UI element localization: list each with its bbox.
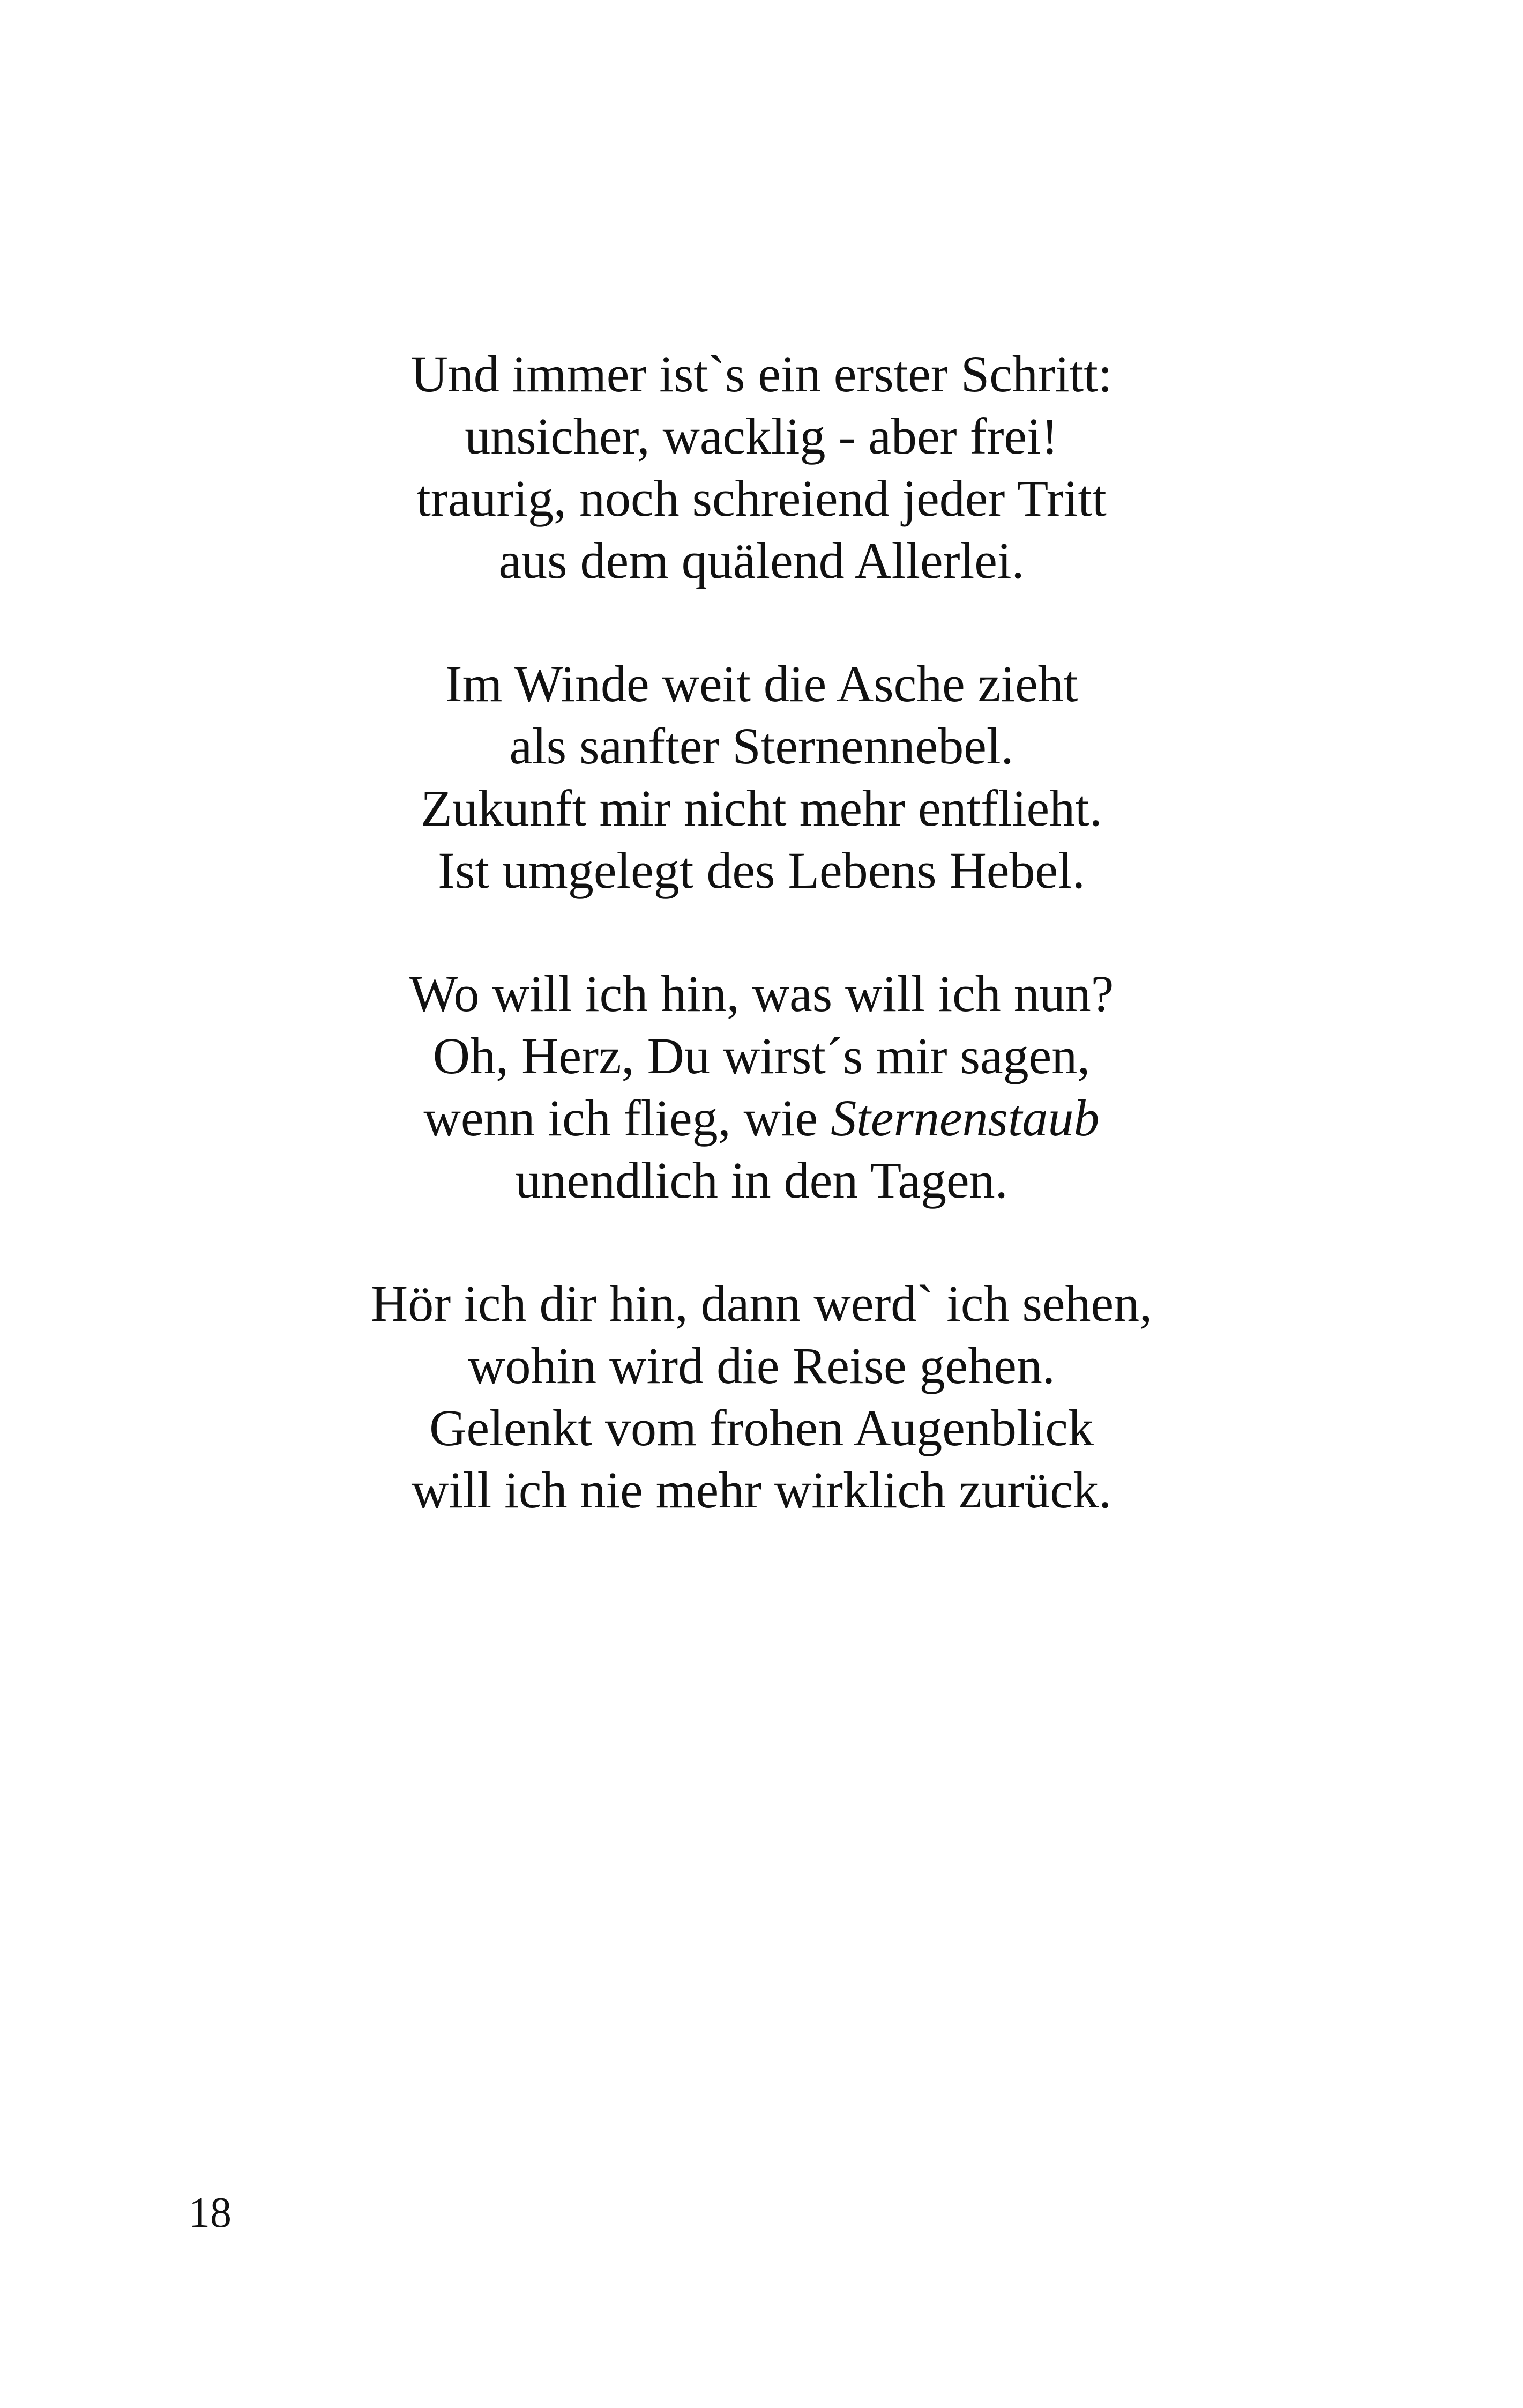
- poem-line: als sanfter Sternennebel.: [509, 717, 1014, 775]
- poem-line: unendlich in den Tagen.: [515, 1151, 1008, 1209]
- stanza-1: [0, 343, 1523, 592]
- stanza-3: [0, 963, 1523, 1212]
- poem-line: traurig, noch schreiend jeder Tritt: [416, 470, 1107, 527]
- poem: [0, 343, 1523, 1521]
- italic-word: Sternenstaub: [831, 1089, 1100, 1147]
- poem-line: [0, 1087, 1523, 1149]
- poem-line-text: wenn ich flieg, wie: [423, 1089, 831, 1147]
- poem-line: will ich nie mehr wirklich zurück.: [411, 1461, 1112, 1519]
- poem-line: Oh, Herz, Du wirst´s mir sagen,: [432, 1027, 1091, 1084]
- poem-line: wohin wird die Reise gehen.: [468, 1337, 1055, 1394]
- page-number: 18: [189, 2189, 232, 2236]
- poem-line: Hör ich dir hin, dann werd` ich sehen,: [370, 1275, 1153, 1332]
- stanza-2: [0, 653, 1523, 902]
- poem-line: Gelenkt vom frohen Augenblick: [429, 1399, 1094, 1456]
- poem-line: Im Winde weit die Asche zieht: [445, 655, 1078, 712]
- poem-line: unsicher, wacklig - aber frei!: [465, 407, 1058, 465]
- poem-line: Und immer ist`s ein erster Schritt:: [410, 345, 1113, 403]
- poem-line: Ist umgelegt des Lebens Hebel.: [438, 842, 1085, 899]
- poem-line: Zukunft mir nicht mehr entflieht.: [421, 779, 1102, 837]
- stanza-4: [0, 1273, 1523, 1521]
- poem-line: aus dem quälend Allerlei.: [498, 532, 1025, 589]
- poem-line: Wo will ich hin, was will ich nun?: [409, 965, 1114, 1022]
